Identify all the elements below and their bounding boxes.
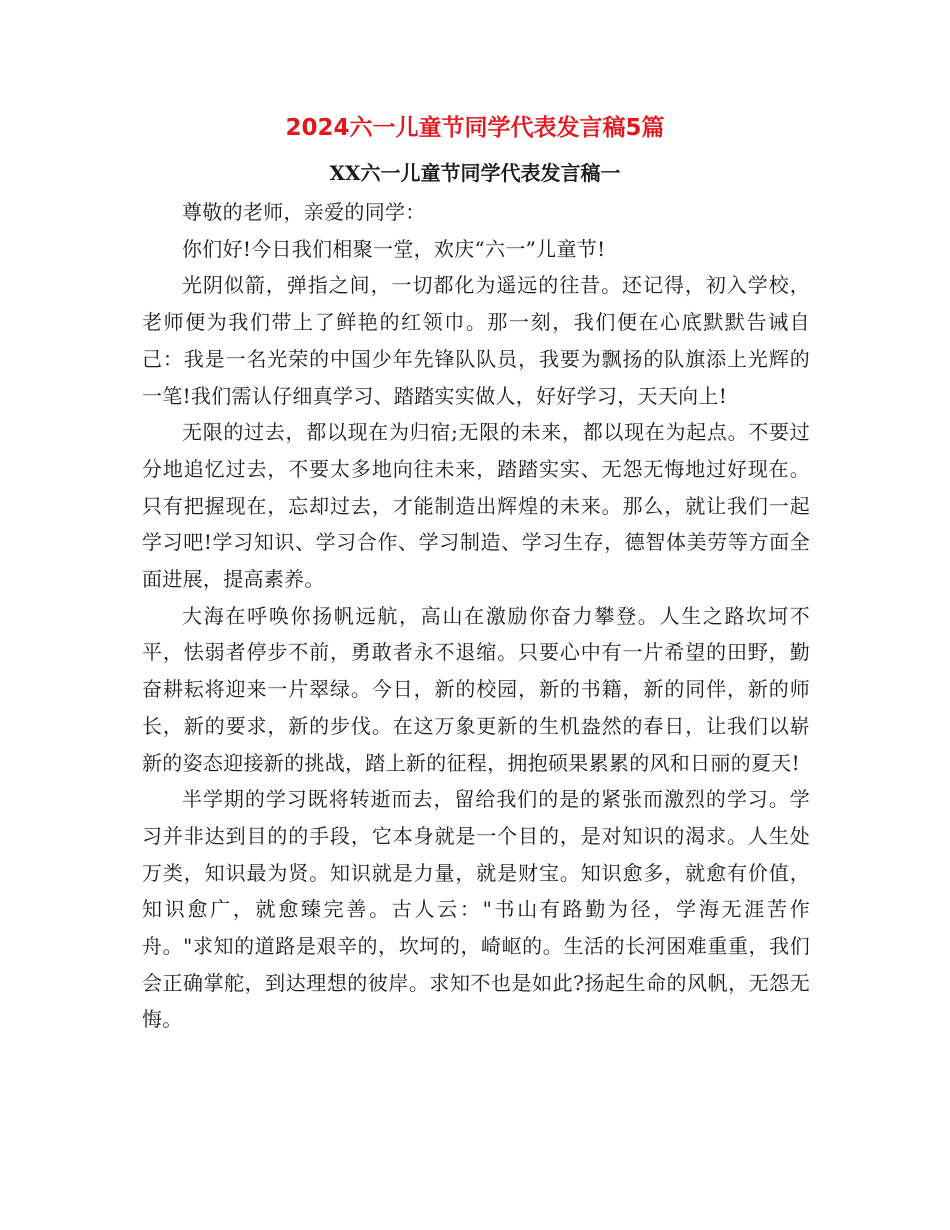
- body-paragraph: 无限的过去，都以现在为归宿;无限的未来，都以现在为起点。不要过分地追忆过去，不要太多地向往未来，踏踏实实、无怨无悔地过好现在。只有把握现在，忘却过去，才能制造出辉煌的未来。那么，就让我们一起学习吧!学习知识、学习合作、学习制造、学习生存，德智体美劳等方面全面进展，提高素养。: [142, 420, 810, 592]
- body-paragraph: 光阴似箭，弹指之间，一切都化为遥远的往昔。还记得，初入学校，老师便为我们带上了鲜艳的红领巾。那一刻，我们便在心底默默告诫自己：我是一名光荣的中国少年先锋队队员，我要为飘扬的队旗添上光辉的一笔!我们需认仔细真学习、踏踏实实做人，好好学习，天天向上!: [142, 273, 810, 408]
- body-paragraph: 半学期的学习既将转逝而去，留给我们的是的紧张而激烈的学习。学习并非达到目的的手段，它本身就是一个目的，是对知识的渴求。人生处万类，知识最为贤。知识就是力量，就是财宝。知识愈多，就愈有价值，知识愈广，就愈臻完善。古人云："书山有路勤为径，学海无涯苦作舟。"求知的道路是艰辛的，坎坷的，崎岖的。生活的长河困难重重，我们会正确掌舵，到达理想的彼岸。求知不也是如此?扬起生命的风帆，无怨无悔。: [142, 787, 810, 1032]
- salutation-paragraph: 尊敬的老师，亲爱的同学：: [182, 200, 426, 224]
- body-paragraph: 大海在呼唤你扬帆远航，高山在激励你奋力攀登。人生之路坎坷不平，怯弱者停步不前，勇敢者永不退缩。只要心中有一片希望的田野，勤奋耕耘将迎来一片翠绿。今日，新的校园，新的书籍，新的同伴，新的师长，新的要求，新的步伐。在这万象更新的生机盎然的春日，让我们以崭新的姿态迎接新的挑战，踏上新的征程，拥抱硕果累累的风和日丽的夏天!: [142, 603, 810, 775]
- greeting-paragraph: 你们好!今日我们相聚一堂，欢庆“六一”儿童节!: [182, 236, 606, 261]
- document-body: [142, 194, 810, 1038]
- document-subtitle: XX六一儿童节同学代表发言稿一: [329, 161, 621, 185]
- document-title: 2024六一儿童节同学代表发言稿5篇: [285, 115, 665, 141]
